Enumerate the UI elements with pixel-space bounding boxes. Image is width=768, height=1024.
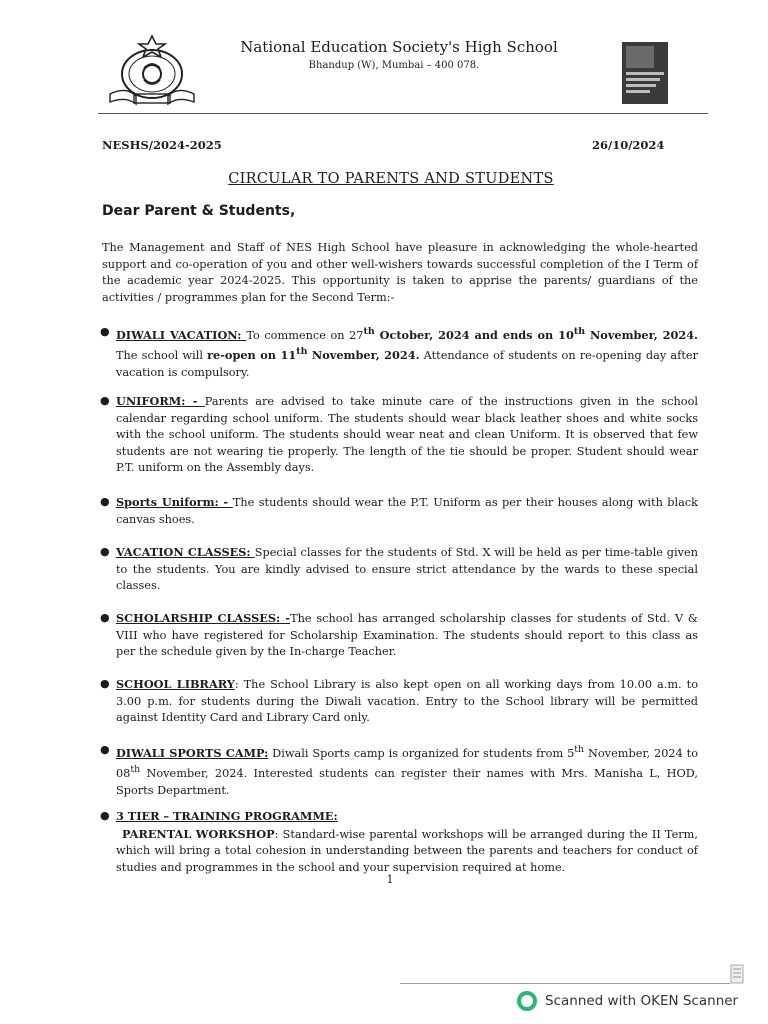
scanner-label: Scanned with OKEN Scanner — [545, 993, 739, 1009]
scan-artifact-icon — [730, 964, 744, 984]
bullet-icon: ● — [100, 743, 110, 756]
bullet-icon: ● — [100, 545, 110, 558]
bullet-icon: ● — [100, 677, 110, 690]
item-sports-uniform: ● Sports Uniform: - The students should wear the P.T. Uniform as per their houses along with black canvas shoes. — [100, 495, 699, 526]
page-number: 1 — [386, 873, 394, 886]
reference-number: NESHS/2024-2025 — [102, 138, 222, 152]
item-vacation-classes: ● VACATION CLASSES: Special classes for the students of Std. X will be held as per time-table given to the students. You are kindly advised to ensure strict attendance by the wards to these special classes. — [100, 545, 698, 592]
item-uniform: ● UNIFORM: - Parents are advised to take minute care of the instructions given in the school calendar regarding school uniform. The students should wear black leather shoes and white socks with the school uniform. The students should wear neat and clean Uniform. It is observed that few students are not wearing tie properly. The length of the tie should be proper. Student should wear P.T. uniform on the Assembly days. — [100, 394, 698, 474]
bullet-icon: ● — [100, 611, 110, 624]
salutation: Dear Parent & Students, — [102, 203, 296, 219]
item-three-tier-programme: ● 3 TIER – TRAINING PROGRAMME: PARENTAL WORKSHOP: Standard-wise parental workshops will be arranged during the II Term, which will bring a total cohesion in understanding between the parents and teachers for conduct of studies and programmes in the school and your supervision required at home. — [100, 809, 698, 874]
item-diwali-vacation: ● DIWALI VACATION: To commence on 27th October, 2024 and ends on 10th November, 2024. The school will re-open on 11th November, 2024. Attendance of students on re-opening day after vacation is compulsory. — [100, 325, 698, 379]
school-name: National Education Society's High School — [240, 38, 558, 56]
circular-date: 26/10/2024 — [592, 138, 665, 152]
bullet-icon: ● — [100, 809, 110, 822]
scanner-logo-icon — [516, 990, 538, 1012]
bullet-icon: ● — [100, 325, 110, 338]
bullet-icon: ● — [100, 394, 110, 407]
footer-divider — [400, 983, 730, 984]
item-diwali-sports-camp: ● DIWALI SPORTS CAMP: Diwali Sports camp is organized for students from 5th November, 2024 to 08th November, 2024. Interested students can register their names with Mrs. Manisha L, HOD, Sports Department. — [100, 743, 699, 797]
item-school-library: ● SCHOOL LIBRARY: The School Library is also kept open on all working days from 10.00 a.m. to 3.00 p.m. for students during the Diwali vacation. Entry to the School library will be permitted against Identity Card and Library Card only. — [100, 677, 698, 724]
scanner-watermark — [516, 990, 738, 1012]
header-divider — [98, 113, 708, 114]
school-address: Bhandup (W), Mumbai – 400 078. — [308, 60, 480, 71]
circular-title: CIRCULAR TO PARENTS AND STUDENTS — [228, 171, 554, 187]
item-scholarship-classes: ● SCHOLARSHIP CLASSES: -The school has arranged scholarship classes for students of Std. V & VIII who have registered for Scholarship Examination. The students should report to this class as per the schedule given by the In-charge Teacher. — [100, 611, 698, 658]
intro-paragraph: The Management and Staff of NES High School have pleasure in acknowledging the whole-hearted support and co-operation of you and other well-wishers towards successful completion of the I Term of the academic year 2024-2025. This opportunity is taken to apprise the parents/ guardians of the activities / programmes plan for the Second Term:- — [102, 241, 698, 304]
bullet-icon: ● — [100, 495, 110, 508]
